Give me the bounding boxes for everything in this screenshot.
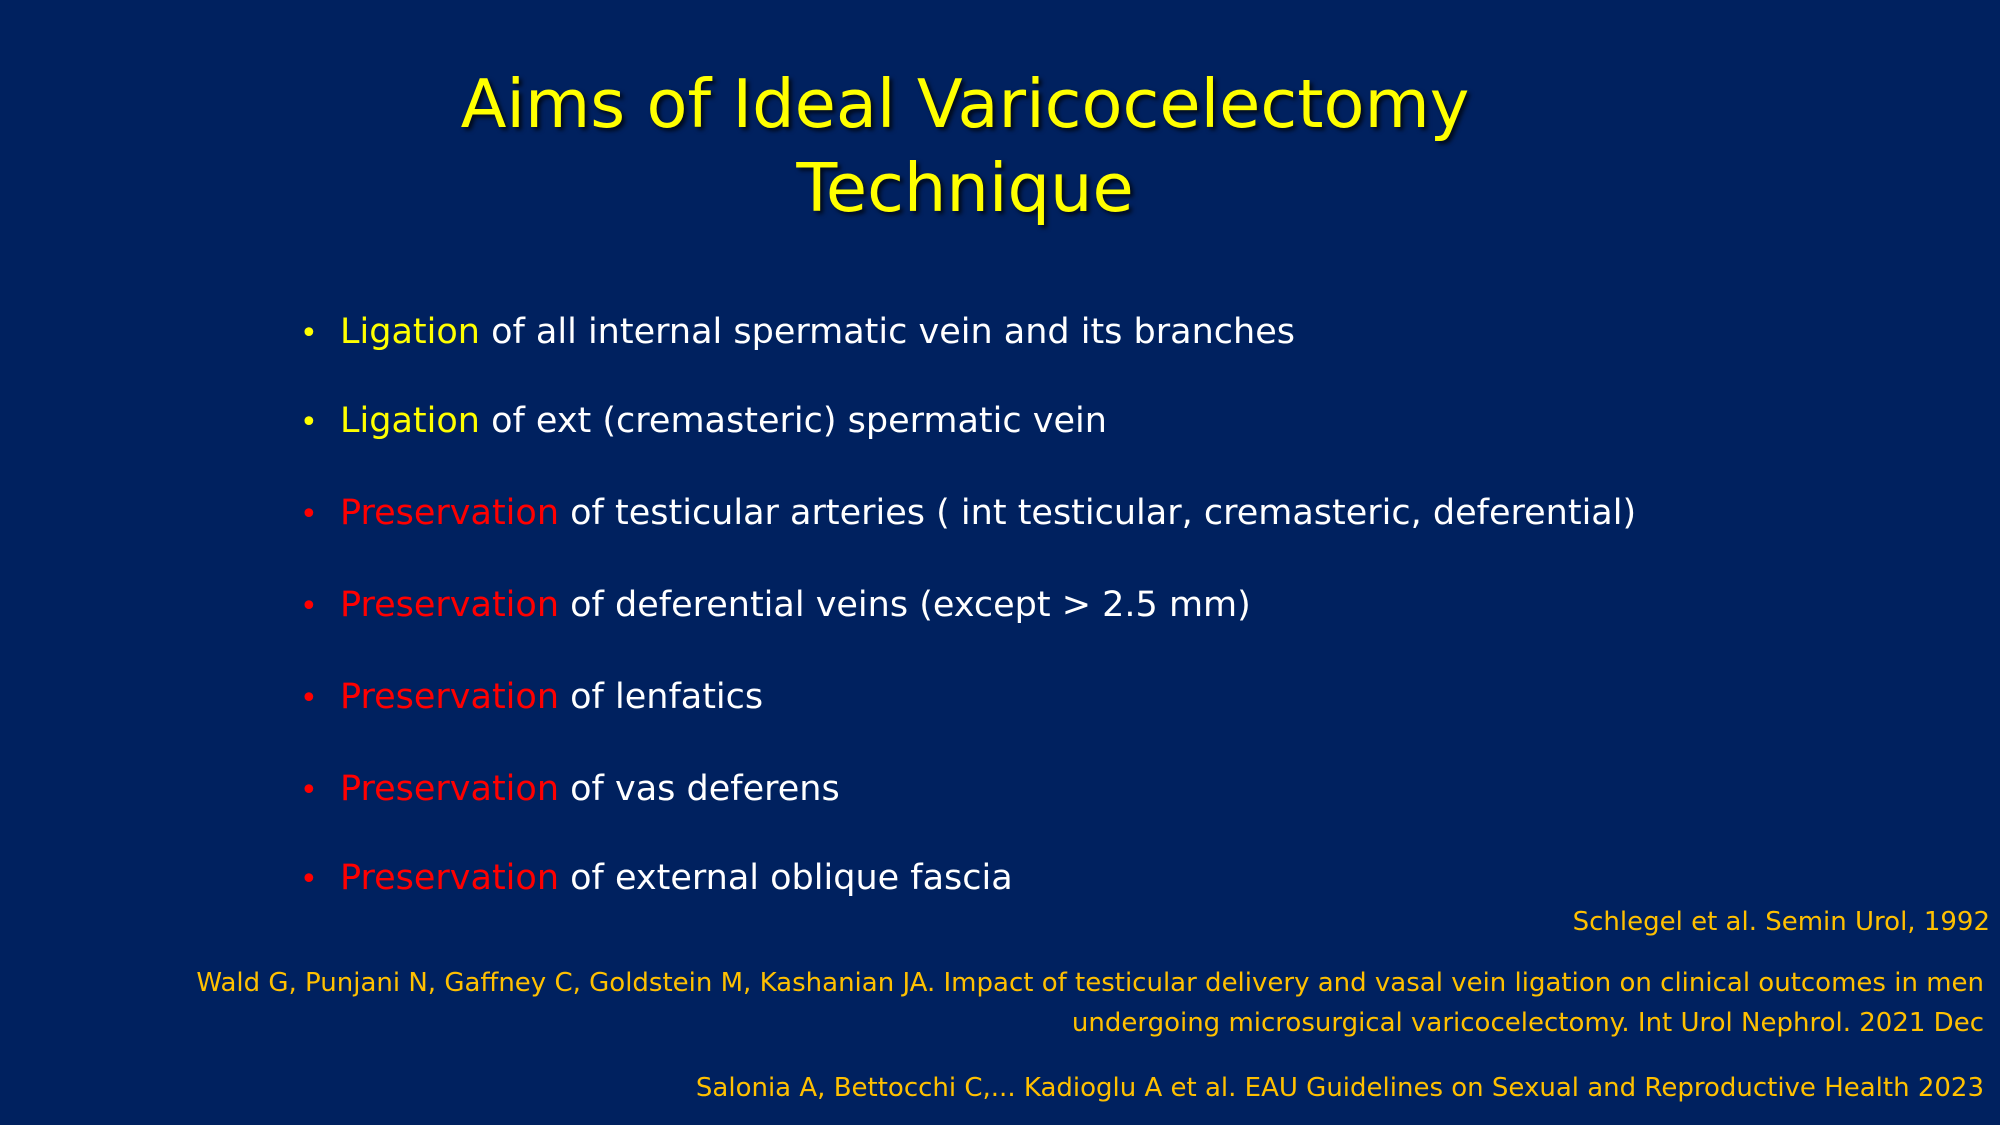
bullet-text: of external oblique fascia bbox=[559, 858, 1013, 898]
bullet-text: of all internal spermatic vein and its branches bbox=[479, 312, 1295, 352]
bullet-keyword: Preservation bbox=[340, 585, 560, 625]
reference-schlegel: Schlegel et al. Semin Urol, 1992 bbox=[1572, 907, 1990, 937]
bullet-dot-icon: • bbox=[300, 862, 318, 897]
bullet-text: of ext (cremasteric) spermatic vein bbox=[479, 401, 1107, 441]
bullet-keyword: Preservation bbox=[340, 858, 560, 898]
reference-salonia: Salonia A, Bettocchi C,... Kadioglu A et al. EAU Guidelines on Sexual and Reproductive Health 2023 bbox=[695, 1073, 1984, 1103]
bullet-keyword: Preservation bbox=[340, 769, 560, 809]
bullet-dot-icon: • bbox=[300, 497, 318, 532]
slide-title-line-1: Aims of Ideal Varicocelectomy bbox=[460, 65, 1470, 143]
bullet-keyword: Ligation bbox=[340, 312, 480, 352]
reference-wald-line-2: undergoing microsurgical varicocelectomy. Int Urol Nephrol. 2021 Dec bbox=[1071, 1008, 1984, 1038]
bullet-dot-icon: • bbox=[300, 681, 318, 716]
reference-wald-line-1: Wald G, Punjani N, Gaffney C, Goldstein M, Kashanian JA. Impact of testicular delivery and vasal vein ligation on clinical outcomes in men bbox=[196, 968, 1984, 998]
bullet-dot-icon: • bbox=[300, 405, 318, 440]
bullet-keyword: Preservation bbox=[340, 493, 560, 533]
bullet-keyword: Preservation bbox=[340, 677, 560, 717]
bullet-dot-icon: • bbox=[300, 589, 318, 624]
bullet-text: of deferential veins (except > 2.5 mm) bbox=[559, 585, 1251, 625]
bullet-text: of vas deferens bbox=[559, 769, 840, 809]
bullet-text: of lenfatics bbox=[559, 677, 764, 717]
bullet-dot-icon: • bbox=[300, 316, 318, 351]
bullet-keyword: Ligation bbox=[340, 401, 480, 441]
bullet-dot-icon: • bbox=[300, 773, 318, 808]
slide-title-line-2: Technique bbox=[796, 149, 1134, 227]
bullet-text: of testicular arteries ( int testicular, cremasteric, deferential) bbox=[559, 493, 1637, 533]
